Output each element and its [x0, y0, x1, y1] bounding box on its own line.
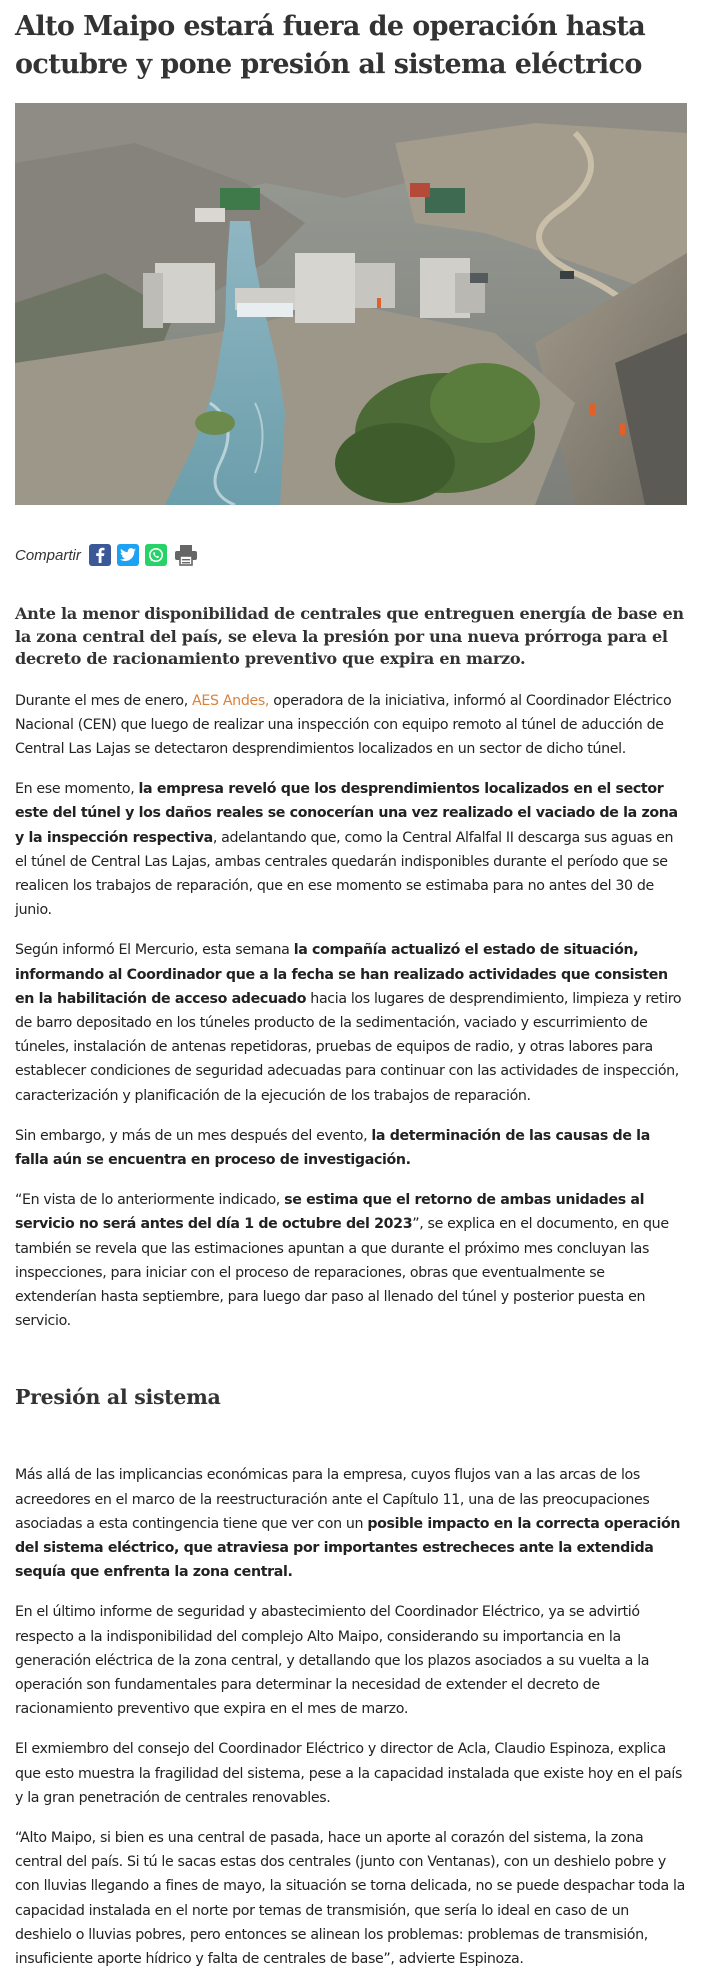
paragraph-5 — [15, 1188, 687, 1333]
section-subheading: Presión al sistema — [15, 1385, 221, 1410]
text: operadora de la iniciativa, informó al Coordinador Eléctrico Nacional (CEN) que luego de realizar una inspección con equipo remoto al túnel de aducción de Central Las Lajas se detectaron desprendimientos localizados en un sector de dicho túnel. — [15, 692, 672, 757]
paragraph-1 — [15, 689, 687, 762]
facebook-icon[interactable] — [89, 544, 111, 566]
text: En ese momento, — [15, 781, 139, 798]
bold-text: la determinación de las causas de la falla aún se encuentra en proceso de investigación. — [15, 1127, 650, 1168]
twitter-icon[interactable] — [117, 544, 139, 566]
paragraph-4 — [15, 1124, 687, 1172]
text: hacia los lugares de desprendimiento, limpieza y retiro de barro depositado en los túneles producto de la sedimentación, vaciado y escurrimiento de túneles, instalación de antenas repetidoras, pruebas de equipos de radio, y otras labores para establecer condiciones de seguridad adecuadas para continuar con las actividades de inspección, caracterización y planificación de la ejecución de los trabajos de reparación. — [15, 990, 682, 1104]
article-title: Alto Maipo estará fuera de operación hasta octubre y pone presión al sistema eléctrico — [15, 11, 646, 80]
bold-text: la compañía actualizó el estado de situación, informando al Coordinador que a la fecha se han realizado actividades que consisten en la habilitación de acceso adecuado — [15, 942, 668, 1007]
whatsapp-icon[interactable] — [145, 544, 167, 566]
print-icon[interactable] — [173, 544, 199, 566]
paragraph-8: El exmiembro del consejo del Coordinador Eléctrico y director de Acla, Claudio Espinoza, explica que esto muestra la fragilidad del sistema, pese a la capacidad instalada que existe hoy en el país y la gran penetración de centrales renovables. — [15, 1741, 683, 1806]
paragraph-2 — [15, 777, 687, 922]
bold-text: la empresa reveló que los desprendimientos localizados en el sector este del túnel y los daños reales se conocerían una vez realizado el vaciado de la zona y la inspección respectiva — [15, 781, 678, 846]
bold-text: se estima que el retorno de ambas unidades al servicio no será antes del día 1 de octubre del 2023 — [15, 1192, 645, 1233]
hero-image — [15, 103, 687, 505]
paragraph-9: “Alto Maipo, si bien es una central de pasada, hace un aporte al corazón del sistema, la zona central del país. Si tú le sacas estas dos centrales (junto con Ventanas), con un deshielo pobre y con lluvias llegando a fines de mayo, la situación se torna delicada, no se puede despachar toda la capacidad instalada en el norte por temas de transmisión, que sería lo ideal en caso de un deshielo o lluvias pobres, pero entonces se alinean los problemas: problemas de transmisión, insuficiente aporte hídrico y falta de centrales de base”, advierte Espinoza. — [15, 1830, 685, 1968]
text: , adelantando que, como la Central Alfalfal II descarga sus aguas en el túnel de Central Las Lajas, ambas centrales quedarán indisponibles durante el período que se realicen los trabajos de reparación, que en ese momento se estimaba para no antes del 30 de junio. — [15, 829, 674, 919]
text: Sin embargo, y más de un mes después del evento, — [15, 1127, 372, 1144]
bold-text: posible impacto en la correcta operación del sistema eléctrico, que atraviesa por importantes estrecheces ante la extendida sequía que enfrenta la zona central. — [15, 1515, 681, 1581]
text: ”, se explica en el documento, en que también se revela que las estimaciones apuntan a que durante el próximo mes concluyan las inspecciones, para iniciar con el proceso de reparaciones, obras que eventualmente se extenderían hasta septiembre, para luego dar paso al llenado del túnel y posterior puesta en servicio. — [15, 1216, 669, 1330]
share-bar — [15, 541, 687, 569]
text: “En vista de lo anteriormente indicado, — [15, 1192, 285, 1209]
text: Según informó El Mercurio, esta semana — [15, 942, 294, 959]
share-label: Compartir — [15, 546, 81, 564]
hero-photo-illustration — [15, 103, 687, 505]
paragraph-3 — [15, 938, 687, 1107]
aes-andes-link[interactable]: AES Andes, — [192, 692, 270, 709]
paragraph-7: En el último informe de seguridad y abastecimiento del Coordinador Eléctrico, ya se advirtió respecto a la indisponibilidad del complejo Alto Maipo, considerando su importancia en la generación eléctrica de la zona central, y detallando que los plazos asociados a su vuelta a la operación son fundamentales para determinar la necesidad de extender el decreto de racionamiento preventivo que expira en el mes de marzo. — [15, 1604, 650, 1718]
text: Durante el mes de enero, — [15, 692, 193, 709]
text: Más allá de las implicancias económicas para la empresa, cuyos flujos van a las arcas de los acreedores en el marco de la reestructuración ante el Capítulo 11, una de las preocupaciones asociadas a esta contingencia tiene que ver con un — [15, 1467, 650, 1532]
article-lead: Ante la menor disponibilidad de centrales que entreguen energía de base en la zona central del país, se eleva la presión por una nueva prórroga para el decreto de racionamiento preventivo que expira en marzo. — [15, 604, 684, 668]
paragraph-6 — [15, 1463, 687, 1584]
